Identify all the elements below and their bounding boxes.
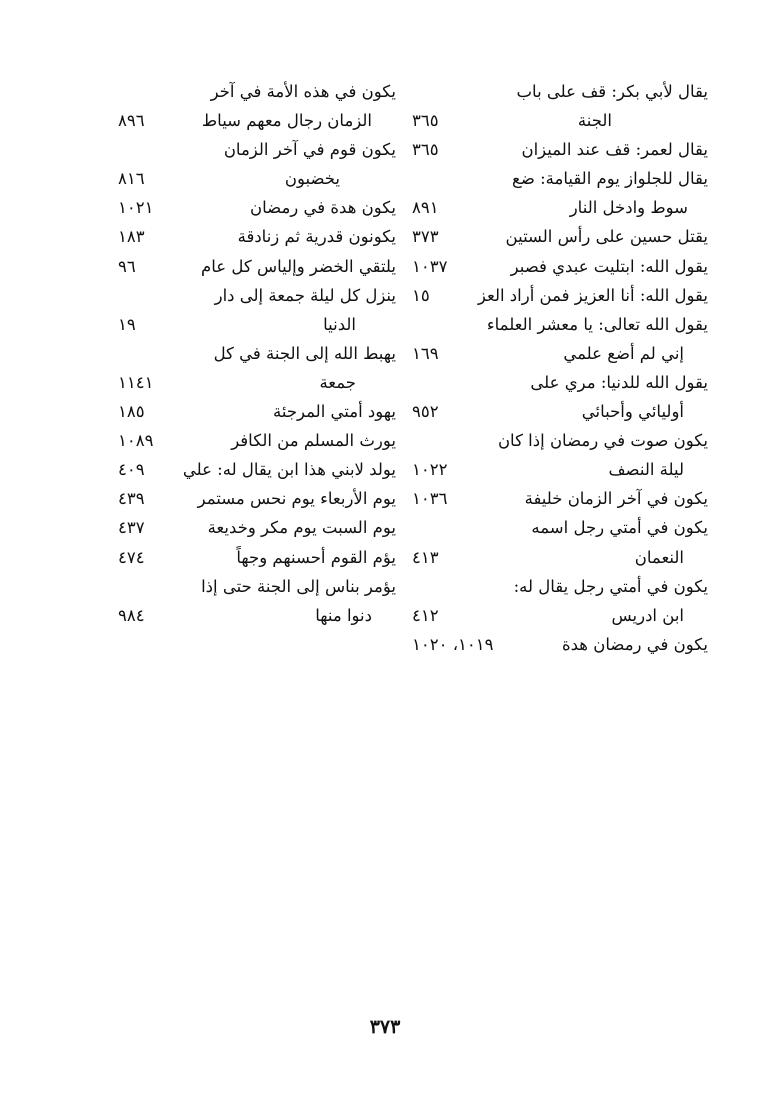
entry-text: يكونون قدرية ثم زنادقة [237, 227, 396, 247]
entry-text: ابن ادريس [611, 605, 684, 625]
index-entry [108, 369, 396, 398]
entry-text: يكون هدة في رمضان [250, 198, 396, 218]
index-entry [402, 573, 708, 602]
index-entry [108, 253, 396, 282]
entry-text: يقال لعمر: قف عند الميزان [521, 140, 708, 160]
entry-page-ref: ٩٦ [118, 256, 136, 276]
entry-text: ينزل كل ليلة جمعة إلى دار [214, 285, 396, 305]
entry-page-ref: ١٨٣ [118, 227, 145, 247]
entry-page-ref: ١٦٩ [412, 343, 439, 363]
entry-page-ref: ١٠٨٩ [118, 431, 154, 451]
index-entry [402, 544, 708, 573]
index-entry [402, 456, 708, 485]
entry-text: أوليائي وأحبائي [581, 402, 684, 422]
entry-text: يقول الله: ابتليت عبدي فصبر [510, 256, 708, 276]
entry-text: إني لم أضع علمي [563, 343, 684, 363]
entry-text: يخضبون [284, 169, 340, 189]
entry-text: سوط وادخل النار [569, 198, 688, 218]
entry-text: يورث المسلم من الكافر [231, 431, 396, 451]
index-entry [402, 311, 708, 340]
entry-text: يوم الأربعاء يوم نحس مستمر [197, 489, 396, 509]
index-entry [108, 340, 396, 369]
index-entry [402, 253, 708, 282]
index-entry [108, 544, 396, 573]
index-entry [108, 456, 396, 485]
entry-text: يكون في أمتي رجل يقال له: [513, 576, 708, 596]
index-entry [402, 78, 708, 107]
index-column-right [402, 78, 708, 660]
entry-text: يقول الله تعالى: يا معشر العلماء [486, 314, 708, 334]
index-entry [108, 78, 396, 107]
entry-text: يكون في آخر الزمان خليفة [524, 489, 708, 509]
entry-text: الزمان رجال معهم سياط [201, 111, 372, 131]
index-entry [402, 427, 708, 456]
entry-page-ref: ٤٣٧ [118, 518, 145, 538]
entry-page-ref: ١٠٣٧ [412, 256, 448, 276]
entry-page-ref: ١٠٢٢ [412, 460, 448, 480]
index-entry [108, 602, 396, 631]
index-entry [402, 485, 708, 514]
index-entry [108, 107, 396, 136]
index-entry [402, 602, 708, 631]
entry-text: الجنة [577, 111, 612, 131]
entry-page-ref: ٤٠٩ [118, 460, 145, 480]
index-entry [402, 340, 708, 369]
index-entry [402, 631, 708, 660]
entry-page-ref: ٩٨٤ [118, 605, 145, 625]
entry-text: يقول الله للدنيا: مري على [530, 372, 708, 392]
index-entry [108, 573, 396, 602]
entry-page-ref: ١١٤١ [118, 372, 154, 392]
index-entry [108, 194, 396, 223]
entry-text: يؤم القوم أحسنهم وجهاً [236, 547, 396, 567]
entry-page-ref: ٨١٦ [118, 169, 145, 189]
index-entry [402, 165, 708, 194]
entry-text: يهود أمتي المرجئة [273, 402, 396, 422]
page-number: ٣٧٣ [369, 1016, 401, 1038]
index-entry [402, 282, 708, 311]
entry-text: يولد لابني هذا ابن يقال له: علي [182, 460, 396, 480]
entry-page-ref: ٩٥٢ [412, 402, 439, 422]
index-entry [402, 398, 708, 427]
entry-text: يقال للجلواز يوم القيامة: ضع [512, 169, 708, 189]
entry-text: يكون في رمضان هدة [562, 634, 708, 654]
entry-page-ref: ٨٩٦ [118, 111, 145, 131]
entry-text: يهبط الله إلى الجنة في كل [213, 343, 396, 363]
entry-text: الدنيا [323, 314, 356, 334]
entry-page-ref: ٤٣٩ [118, 489, 145, 509]
index-entry [108, 165, 396, 194]
index-entry [402, 194, 708, 223]
entry-text: يقتل حسين على رأس الستين [505, 227, 708, 247]
index-entry [402, 223, 708, 252]
entry-page-ref: ١٠٢١ [118, 198, 154, 218]
entry-text: يقال لأبي بكر: قف على باب [516, 82, 708, 101]
entry-text: جمعة [319, 372, 356, 392]
entry-page-ref: ٣٦٥ [412, 140, 439, 160]
entry-page-ref: ٣٧٣ [412, 227, 439, 247]
entry-page-ref: ٨٩١ [412, 198, 439, 218]
entry-text: يقول الله: أنا العزيز فمن أراد العز [477, 285, 708, 305]
entry-page-ref: ١٠١٩، ١٠٢٠ [412, 634, 494, 654]
entry-page-ref: ٤١٢ [412, 605, 439, 625]
index-entry [108, 514, 396, 543]
entry-text: يوم السبت يوم مكر وخديعة [207, 518, 396, 538]
entry-text: يكون في هذه الأمة في آخر [210, 82, 396, 101]
entry-text: يؤمر بناس إلى الجنة حتى إذا [201, 576, 396, 596]
entry-page-ref: ٤١٣ [412, 547, 439, 567]
index-entry [108, 398, 396, 427]
index-entry [402, 107, 708, 136]
index-entry [108, 311, 396, 340]
index-entry [402, 369, 708, 398]
index-entry [108, 282, 396, 311]
entry-page-ref: ٣٦٥ [412, 111, 439, 131]
entry-page-ref: ١٩ [118, 314, 136, 334]
index-column-left [108, 78, 396, 631]
entry-text: يكون صوت في رمضان إذا كان [497, 431, 708, 451]
index-entry [108, 223, 396, 252]
entry-page-ref: ١٠٣٦ [412, 489, 448, 509]
entry-page-ref: ١٨٥ [118, 402, 145, 422]
entry-text: يكون قوم في آخر الزمان [223, 140, 396, 160]
index-entry [402, 136, 708, 165]
entry-text: يلتقي الخضر وإلياس كل عام [201, 256, 396, 276]
entry-text: دنوا منها [315, 605, 372, 625]
index-entry [108, 485, 396, 514]
entry-text: النعمان [634, 547, 684, 567]
entry-page-ref: ١٥ [412, 285, 430, 305]
index-entry [108, 136, 396, 165]
index-entry [108, 427, 396, 456]
entry-text: يكون في أمتي رجل اسمه [531, 518, 708, 538]
index-entry [402, 514, 708, 543]
entry-text: ليلة النصف [608, 460, 684, 480]
entry-page-ref: ٤٧٤ [118, 547, 145, 567]
